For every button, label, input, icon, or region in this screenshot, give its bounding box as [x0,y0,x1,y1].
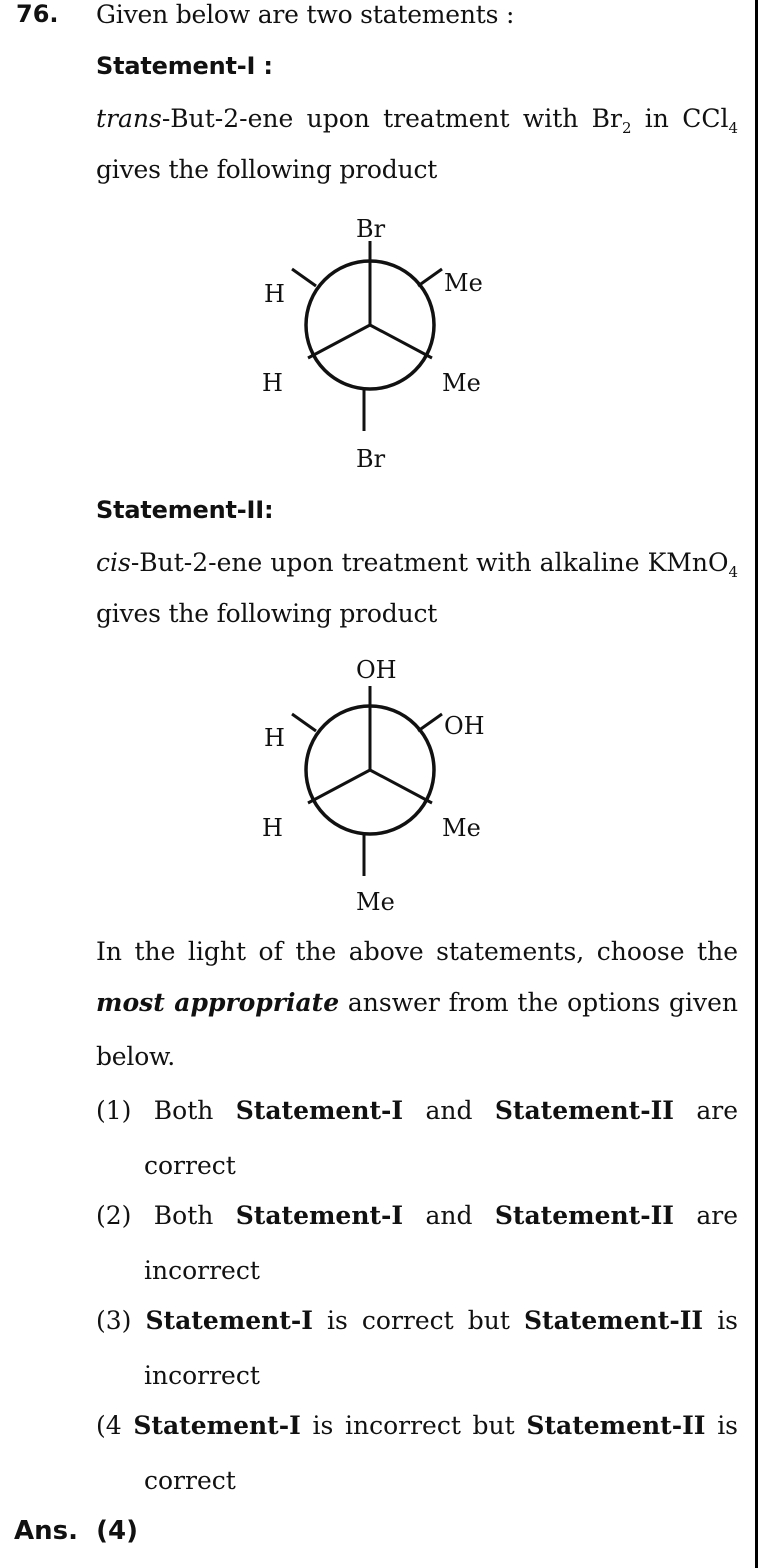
option-3: (3) Statement-I is correct but Statement-II is [96,1306,739,1335]
answer-value: (4) [96,1516,138,1546]
newman1-upper-left-label: H [264,280,285,308]
option-1-continuation: correct [144,1151,236,1180]
statement1-line2: gives the following product [96,155,438,184]
newman1-lower-right-label: Me [442,369,481,397]
newman1-bottom-label: Br [356,445,386,473]
option-4: (4 Statement-I is incorrect but Statement-II is [96,1411,739,1440]
option-3-continuation: incorrect [144,1361,260,1390]
answer-label: Ans. [14,1516,78,1546]
question-number: 76. [16,0,59,28]
option-1: (1) Both Statement-I and Statement-II are [96,1096,738,1125]
newman2-upper-left-label: H [264,724,285,752]
page-right-rule [755,0,758,1568]
newman2-lower-right-label: Me [442,814,481,842]
statement2-heading: Statement-II: [96,496,274,524]
question-intro: Given below are two statements : [96,0,515,29]
statement2-line2: gives the following product [96,599,438,628]
newman1-lower-left-label: H [262,369,283,397]
newman1-upper-right-label: Me [444,269,483,297]
prompt-line1: In the light of the above statements, choose the [96,937,738,966]
option-2-continuation: incorrect [144,1256,260,1285]
newman2-bottom-label: Me [356,888,395,916]
statement1-heading: Statement-I : [96,52,273,80]
prompt-line2: most appropriate answer from the options given [96,988,739,1017]
newman2-lower-left-label: H [262,814,283,842]
statement2-line1: cis-But-2-ene upon treatment with alkaline KMnO$_4$ [96,548,738,581]
option-2: (2) Both Statement-I and Statement-II are [96,1201,738,1230]
newman2-upper-right-label: OH [444,712,485,740]
newman2-top-label: OH [356,656,397,684]
option-4-continuation: correct [144,1466,236,1495]
answer-line [14,1516,138,1546]
newman1-top-label: Br [356,215,386,243]
newman-projection-2 [250,650,510,920]
newman-projection-1 [250,205,510,475]
prompt-line3: below. [96,1042,176,1071]
statement1-line1: trans-But-2-ene upon treatment with $Br_2$ in CCl$_4$ [96,104,738,137]
